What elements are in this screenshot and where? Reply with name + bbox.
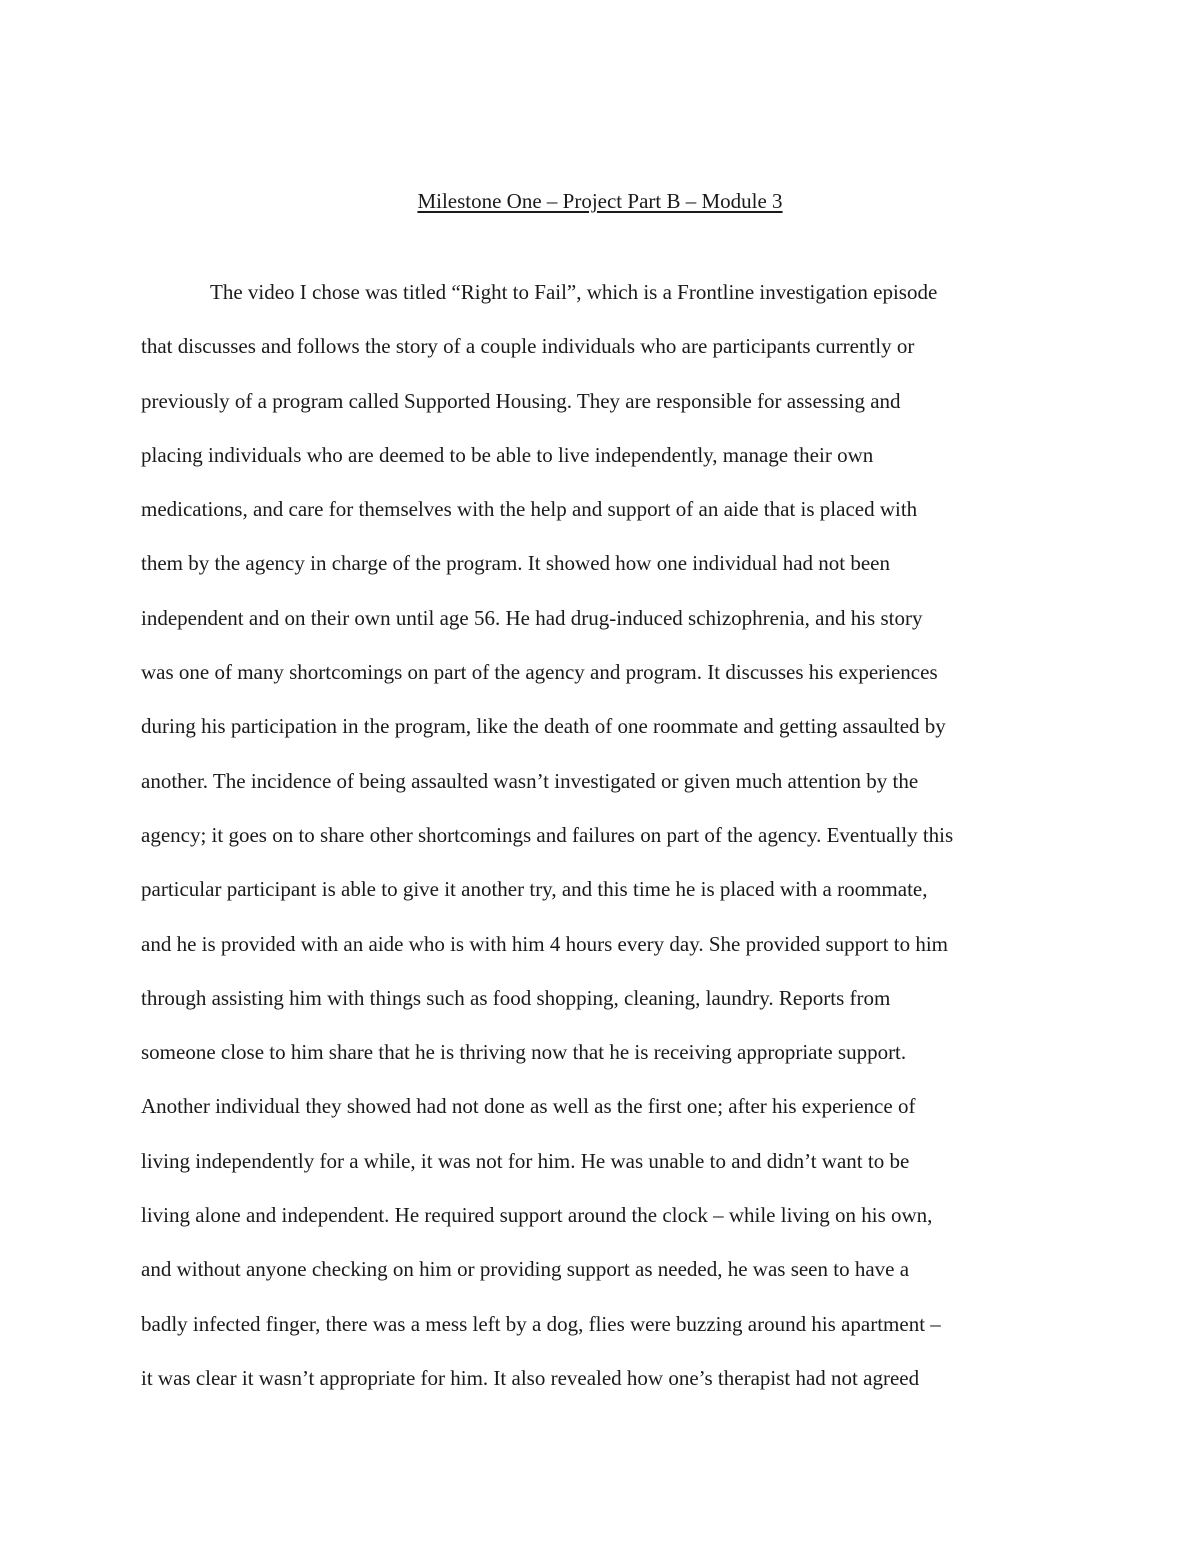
body-line: through assisting him with things such as food shopping, cleaning, laundry. Reports from bbox=[141, 985, 891, 1010]
body-line: independent and on their own until age 56. He had drug-induced schizophrenia, and his story bbox=[141, 605, 923, 630]
body-line: living alone and independent. He required support around the clock – while living on his own, bbox=[141, 1203, 933, 1228]
body-line: and he is provided with an aide who is with him 4 hours every day. She provided support to him bbox=[141, 931, 949, 956]
body-line: particular participant is able to give it another try, and this time he is placed with a roommate, bbox=[141, 877, 928, 902]
body-line: badly infected finger, there was a mess left by a dog, flies were buzzing around his apartment – bbox=[141, 1311, 941, 1336]
body-line: it was clear it wasn’t appropriate for him. It also revealed how one’s therapist had not agreed bbox=[141, 1365, 920, 1390]
body-line: that discusses and follows the story of a couple individuals who are participants currently or bbox=[141, 334, 915, 359]
body-line: agency; it goes on to share other shortcomings and failures on part of the agency. Eventually this bbox=[141, 822, 954, 847]
body-line: previously of a program called Supported Housing. They are responsible for assessing and bbox=[141, 388, 901, 413]
body-line: Another individual they showed had not done as well as the first one; after his experience of bbox=[141, 1094, 916, 1119]
body-line: medications, and care for themselves with the help and support of an aide that is placed with bbox=[141, 497, 918, 522]
body-line: living independently for a while, it was not for him. He was unable to and didn’t want to be bbox=[141, 1148, 910, 1173]
body-line: someone close to him share that he is thriving now that he is receiving appropriate support. bbox=[141, 1040, 907, 1065]
body-line: was one of many shortcomings on part of the agency and program. It discusses his experiences bbox=[141, 660, 938, 685]
body-line: them by the agency in charge of the program. It showed how one individual had not been bbox=[141, 551, 890, 576]
body-line: The video I chose was titled “Right to Fail”, which is a Frontline investigation episode bbox=[210, 280, 938, 304]
body-line: during his participation in the program, like the death of one roommate and getting assaulted by bbox=[141, 714, 946, 739]
document-title: Milestone One – Project Part B – Module 3 bbox=[417, 189, 783, 213]
body-line: placing individuals who are deemed to be able to live independently, manage their own bbox=[141, 442, 874, 467]
body-line: and without anyone checking on him or providing support as needed, he was seen to have a bbox=[141, 1257, 910, 1282]
body-line: another. The incidence of being assaulted wasn’t investigated or given much attention by the bbox=[141, 768, 919, 793]
document-body bbox=[141, 277, 1081, 1417]
